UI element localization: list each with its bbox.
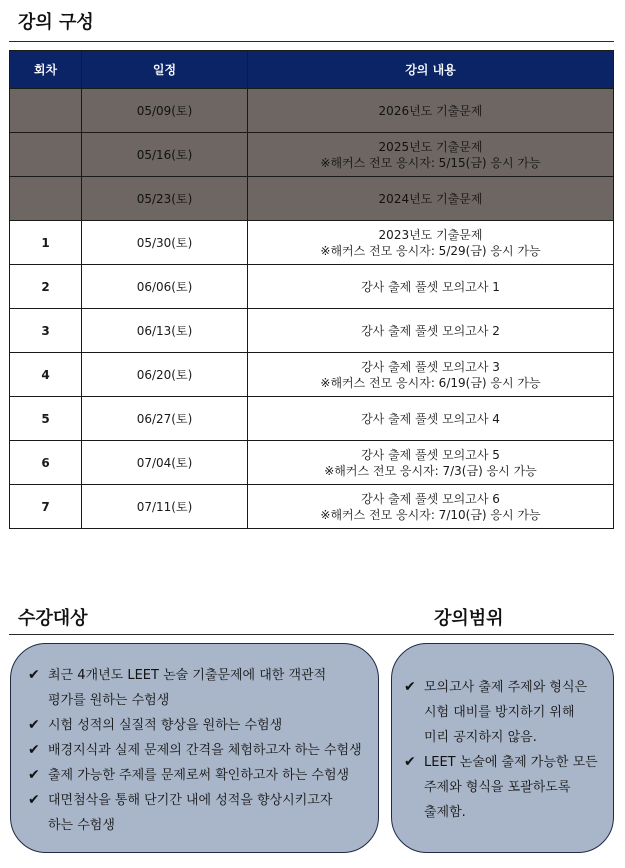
schedule-row	[10, 133, 614, 177]
session-date: 06/27(토)	[82, 397, 248, 441]
title-divider	[9, 41, 614, 42]
session-content	[248, 89, 614, 133]
col-header-session: 회차	[10, 51, 82, 89]
check-icon: ✔	[28, 767, 40, 783]
check-list-item	[28, 738, 378, 763]
check-list-item	[28, 713, 378, 738]
col-header-date: 일정	[82, 51, 248, 89]
session-content	[248, 441, 614, 485]
content-line: 강사 출제 풀셋 모의고사 5	[361, 447, 500, 462]
scope-list	[404, 675, 613, 825]
schedule-row	[10, 221, 614, 265]
content-line: 2025년도 기출문제	[378, 139, 483, 154]
content-line: 강사 출제 풀셋 모의고사 3	[361, 359, 500, 374]
target-section-title: 수강대상	[18, 608, 88, 629]
schedule-header-row	[10, 51, 614, 89]
session-date: 05/23(토)	[82, 177, 248, 221]
session-number	[10, 133, 82, 177]
content-line: 강사 출제 풀셋 모의고사 6	[361, 491, 500, 506]
session-number: 1	[10, 221, 82, 265]
check-icon: ✔	[28, 717, 40, 733]
check-icon: ✔	[28, 742, 40, 758]
content-line: 강사 출제 풀셋 모의고사 2	[361, 323, 500, 338]
check-item-text: 평가를 원하는 수험생	[48, 693, 170, 708]
session-number: 3	[10, 309, 82, 353]
session-number: 6	[10, 441, 82, 485]
session-content	[248, 177, 614, 221]
schedule-row	[10, 397, 614, 441]
check-icon: ✔	[404, 754, 416, 770]
check-icon: ✔	[28, 667, 40, 683]
session-date: 05/09(토)	[82, 89, 248, 133]
check-item-text: 미리 공지하지 않음.	[424, 730, 537, 745]
check-item-text: 하는 수험생	[48, 818, 115, 833]
check-icon: ✔	[404, 679, 416, 695]
exam-note: ※해커스 전모 응시자: 7/3(금) 응시 가능	[324, 463, 537, 478]
check-item-text: 출제함.	[424, 805, 466, 820]
lecture-section-title: 강의 구성	[18, 12, 94, 33]
schedule-row	[10, 177, 614, 221]
session-number	[10, 89, 82, 133]
check-list-item	[28, 788, 378, 838]
session-date: 05/16(토)	[82, 133, 248, 177]
target-box	[10, 643, 379, 853]
lower-divider	[9, 634, 614, 635]
schedule-row	[10, 353, 614, 397]
content-line: 2026년도 기출문제	[378, 103, 483, 118]
col-header-content: 강의 내용	[248, 51, 614, 89]
check-list-item	[28, 663, 378, 713]
session-content	[248, 265, 614, 309]
exam-note: ※해커스 전모 응시자: 6/19(금) 응시 가능	[320, 375, 541, 390]
exam-note: ※해커스 전모 응시자: 5/29(금) 응시 가능	[320, 243, 541, 258]
session-content	[248, 353, 614, 397]
schedule-row	[10, 89, 614, 133]
target-list	[28, 663, 378, 838]
session-content	[248, 397, 614, 441]
session-number	[10, 177, 82, 221]
content-line: 강사 출제 풀셋 모의고사 1	[361, 279, 500, 294]
session-number: 7	[10, 485, 82, 529]
check-list-item	[404, 750, 613, 825]
scope-section-title: 강의범위	[434, 608, 504, 629]
session-date: 06/20(토)	[82, 353, 248, 397]
schedule-body	[10, 89, 614, 529]
content-line: 강사 출제 풀셋 모의고사 4	[361, 411, 500, 426]
session-content	[248, 309, 614, 353]
session-date: 06/13(토)	[82, 309, 248, 353]
check-item-text: 시험 대비를 방지하기 위해	[424, 705, 575, 720]
exam-note: ※해커스 전모 응시자: 5/15(금) 응시 가능	[320, 155, 541, 170]
exam-note: ※해커스 전모 응시자: 7/10(금) 응시 가능	[320, 507, 541, 522]
check-item-text: 시험 성적의 실질적 향상을 원하는 수험생	[48, 718, 283, 733]
session-number: 5	[10, 397, 82, 441]
session-content	[248, 133, 614, 177]
session-content	[248, 221, 614, 265]
session-number: 2	[10, 265, 82, 309]
check-list-item	[404, 675, 613, 750]
check-list-item	[28, 763, 378, 788]
session-content	[248, 485, 614, 529]
check-item-text: 모의고사 출제 주제와 형식은	[424, 680, 588, 695]
schedule-row	[10, 309, 614, 353]
check-item-text: 주제와 형식을 포괄하도록	[424, 780, 571, 795]
session-number: 4	[10, 353, 82, 397]
session-date: 06/06(토)	[82, 265, 248, 309]
content-line: 2023년도 기출문제	[378, 227, 483, 242]
scope-box	[391, 643, 614, 853]
check-item-text: 대면첨삭을 통해 단기간 내에 성적을 향상시키고자	[48, 793, 333, 808]
check-icon: ✔	[28, 792, 40, 808]
session-date: 07/04(토)	[82, 441, 248, 485]
session-date: 05/30(토)	[82, 221, 248, 265]
content-line: 2024년도 기출문제	[378, 191, 483, 206]
schedule-row	[10, 441, 614, 485]
check-item-text: LEET 논술에 출제 가능한 모든	[424, 755, 598, 770]
check-item-text: 배경지식과 실제 문제의 간격을 체험하고자 하는 수험생	[48, 743, 362, 758]
check-item-text: 최근 4개년도 LEET 논술 기출문제에 대한 객관적	[48, 668, 327, 683]
schedule-row	[10, 485, 614, 529]
check-item-text: 출제 가능한 주제를 문제로써 확인하고자 하는 수험생	[48, 768, 350, 783]
session-date: 07/11(토)	[82, 485, 248, 529]
schedule-table	[9, 50, 614, 529]
schedule-row	[10, 265, 614, 309]
